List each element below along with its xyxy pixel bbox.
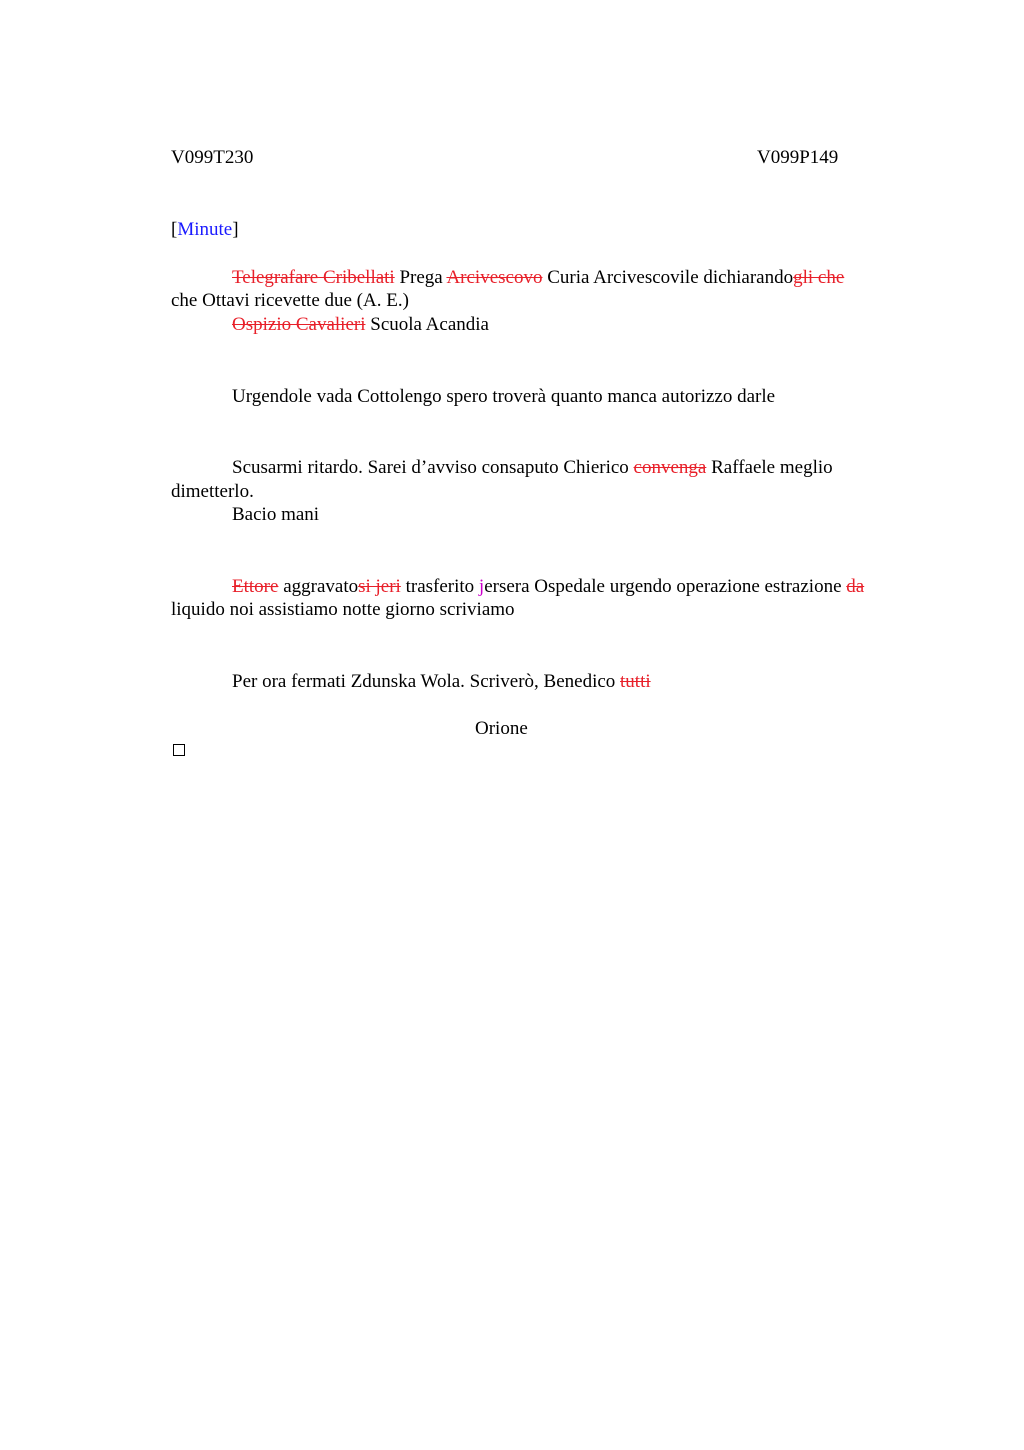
telegram-4-line-2: liquido noi assistiamo notte giorno scriviamo	[171, 599, 515, 620]
text-run: trasferito	[400, 576, 479, 597]
telegram-3-line-2: dimetterlo.	[171, 481, 254, 502]
deleted-text: Telegrafare Cribellati	[232, 267, 395, 288]
section-label-open: [	[171, 219, 178, 240]
inserted-letter: j	[478, 576, 485, 597]
telegram-1-line-1	[232, 266, 844, 290]
deleted-text: Ettore	[232, 576, 279, 597]
text-run: Scusarmi ritardo. Sarei d’avviso consaputo Chierico	[232, 457, 634, 478]
deleted-text: si jeri	[358, 576, 401, 597]
text-run: ersera Ospedale urgendo operazione estrazione	[484, 576, 847, 597]
deleted-text: gli che	[793, 267, 845, 288]
section-label-close: ]	[232, 219, 239, 240]
section-label	[171, 218, 239, 242]
document-code-left: V099T230	[171, 147, 254, 168]
checkbox-square-icon	[173, 744, 185, 756]
deleted-text: Arcivescovo	[446, 267, 543, 288]
telegram-3-line-3: Bacio mani	[232, 504, 320, 525]
text-run: Raffaele meglio	[706, 457, 833, 478]
text-run: Prega	[394, 267, 447, 288]
document-code-right: V099P149	[757, 147, 839, 168]
telegram-1-line-2: che Ottavi ricevette due (A. E.)	[171, 290, 409, 311]
text-run: aggravato	[278, 576, 359, 597]
text-run: Curia Arcivescovile dichiarando	[542, 267, 794, 288]
deleted-text: Ospizio Cavalieri	[232, 314, 366, 335]
section-label-text: Minute	[177, 219, 233, 240]
telegram-3-line-1	[232, 456, 833, 480]
telegram-1-line-3	[232, 313, 489, 337]
signature: Orione	[475, 718, 528, 739]
telegram-5-line-1	[232, 670, 651, 694]
telegram-4-line-1	[232, 575, 864, 599]
deleted-text: da	[846, 576, 865, 597]
telegram-2-line-1: Urgendole vada Cottolengo spero troverà quanto manca autorizzo darle	[232, 386, 776, 407]
text-run: Scuola Acandia	[365, 314, 489, 335]
deleted-text: tutti	[620, 671, 651, 692]
deleted-text: convenga	[633, 457, 707, 478]
text-run: Per ora fermati Zdunska Wola. Scriverò, Benedico	[232, 671, 621, 692]
